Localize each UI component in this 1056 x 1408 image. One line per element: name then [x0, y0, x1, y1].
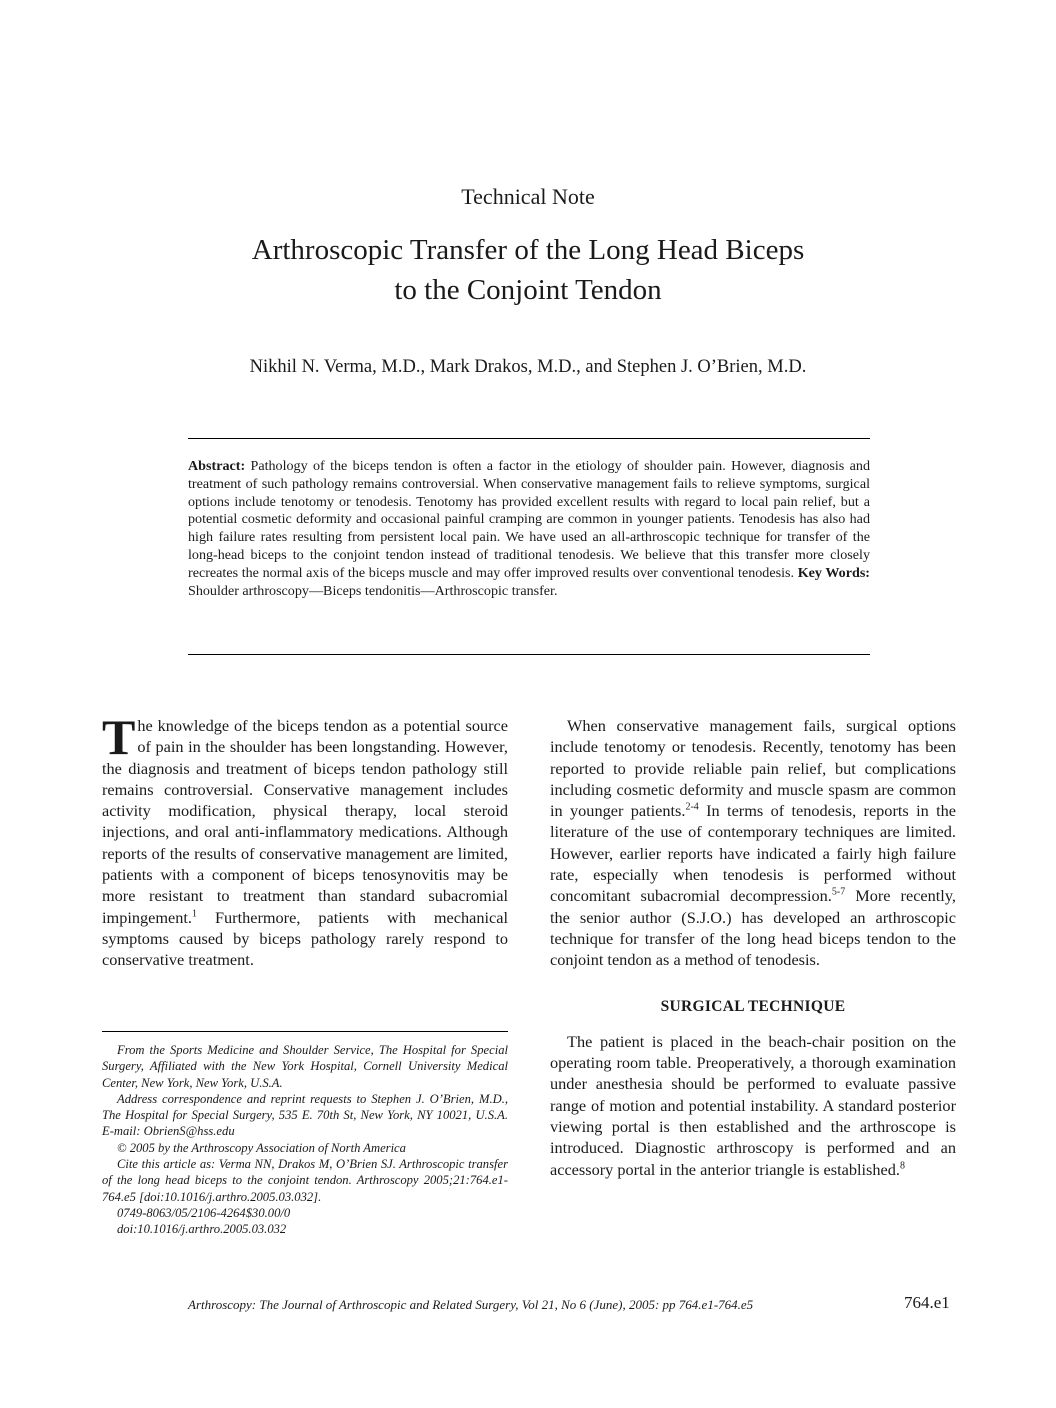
abstract: [188, 458, 870, 600]
reference-marker: 5-7: [831, 886, 846, 898]
keywords-text: Shoulder arthroscopy—Biceps tendonitis—Arthroscopic transfer.: [188, 582, 558, 599]
reference-marker: 1: [191, 908, 197, 920]
section-heading: SURGICAL TECHNIQUE: [660, 997, 846, 1015]
drop-cap: T: [102, 709, 136, 765]
footnote-correspondence: Address correspondence and reprint requests to Stephen J. O’Brien, M.D., The Hospital for Special Surgery, 535 E. 70th St, New York, NY 10021, U.S.A. E-mail: ObrienS@hss.edu: [102, 1091, 508, 1139]
right-text-1: When conservative management fails, surgical options include tenotomy or tenodesis. Recently, tenotomy has been reported to provide reliable pain relief, but complications including cosmetic deformity and muscle spasm are common in younger patients.: [550, 716, 956, 821]
right-column: [550, 715, 956, 1180]
abstract-text: Pathology of the biceps tendon is often a factor in the etiology of shoulder pain. However, diagnosis and treatment of such pathology remains controversial. When conservative management fails to relieve symptoms, surgical options include tenotomy or tenodesis. Tenotomy has provided excellent results with regard to local pain relief, but a potential cosmetic deformity and occasional painful cramping are common in younger patients. Tenodesis has also had high failure rates resulting from persistent local pain. We have used an all-arthroscopic technique for transfer of the long-head biceps to the conjoint tendon instead of traditional tenodesis. We believe that this transfer more closely recreates the normal axis of the biceps muscle and may offer improved results over conventional tenodesis.: [188, 458, 870, 581]
author-list: Nikhil N. Verma, M.D., Mark Drakos, M.D., and Stephen J. O’Brien, M.D.: [249, 357, 807, 377]
right-text-3: More recently, the senior author (S.J.O.) has developed an arthroscopic technique for transfer of the long head biceps tendon to the conjoint tendon as a method of tenodesis.: [550, 886, 956, 970]
right-text-2: In terms of tenodesis, reports in the literature of the use of contemporary techniques are limited. However, earlier reports have indicated a fairly high failure rate, especially when tenodesis is performed without concomitant subacromial decompression.: [550, 801, 956, 906]
title-line-1: Arthroscopic Transfer of the Long Head Biceps: [251, 234, 805, 266]
footnote-affiliation: From the Sports Medicine and Shoulder Service, The Hospital for Special Surgery, Affiliated with the New York Hospital, Cornell University Medical Center, New York, New York, U.S.A.: [102, 1043, 508, 1090]
technique-text: The patient is placed in the beach-chair position on the operating room table. Preoperatively, a thorough examination under anesthesia should be performed to evaluate passive range of motion and potential instability. A standard posterior viewing portal is then established and the arthroscope is introduced. Diagnostic arthroscopy is performed and an accessory portal in the anterior triangle is established.: [550, 1031, 956, 1179]
right-paragraph-2: [550, 1031, 956, 1180]
footnote-rule: [102, 1031, 508, 1032]
footnote-citation: Cite this article as: Verma NN, Drakos M, O’Brien SJ. Arthroscopic transfer of the long head biceps to the conjoint tendon. Arthroscopy 2005;21:764.e1-764.e5 [doi:10.1016/j.arthro.2005.03.032].: [102, 1157, 508, 1204]
section-label: Technical Note: [461, 184, 595, 209]
intro-text-2: Furthermore, patients with mechanical symptoms caused by biceps pathology rarely respond to conservative treatment.: [102, 907, 508, 970]
footnote-code: 0749-8063/05/2106-4264$30.00/0: [117, 1205, 291, 1220]
keywords-label: Key Words:: [794, 564, 870, 581]
journal-footer: Arthroscopy: The Journal of Arthroscopic and Related Surgery, Vol 21, No 6 (June), 2005: pp 764.e1-764.e5: [188, 1297, 754, 1312]
abstract-top-rule: [188, 438, 870, 439]
intro-text-1: he knowledge of the biceps tendon as a potential source of pain in the shoulder has been longstanding. However, the diagnosis and treatment of biceps tendon pathology still remains controversial. Conservative management includes activity modification, physical therapy, local steroid injections, and oral anti-inflammatory medications. Although reports of the results of conservative management are limited, patients with a component of biceps tenosynovitis may be more resistant to treatment than standard subacromial impingement.: [102, 716, 508, 927]
abstract-bottom-rule: [188, 654, 870, 655]
page-number: 764.e1: [904, 1293, 950, 1312]
footnote-doi: doi:10.1016/j.arthro.2005.03.032: [117, 1222, 287, 1237]
footnote-copyright: © 2005 by the Arthroscopy Association of North America: [117, 1140, 406, 1155]
abstract-label: Abstract:: [188, 458, 246, 474]
footnotes: [102, 1042, 508, 1238]
article-title: [120, 230, 936, 310]
title-line-2: to the Conjoint Tendon: [394, 274, 662, 306]
intro-paragraph: [102, 709, 508, 971]
left-column: [102, 709, 508, 971]
reference-marker: 2-4: [685, 801, 699, 813]
right-paragraph-1: [550, 715, 956, 971]
reference-marker: 8: [899, 1160, 905, 1172]
